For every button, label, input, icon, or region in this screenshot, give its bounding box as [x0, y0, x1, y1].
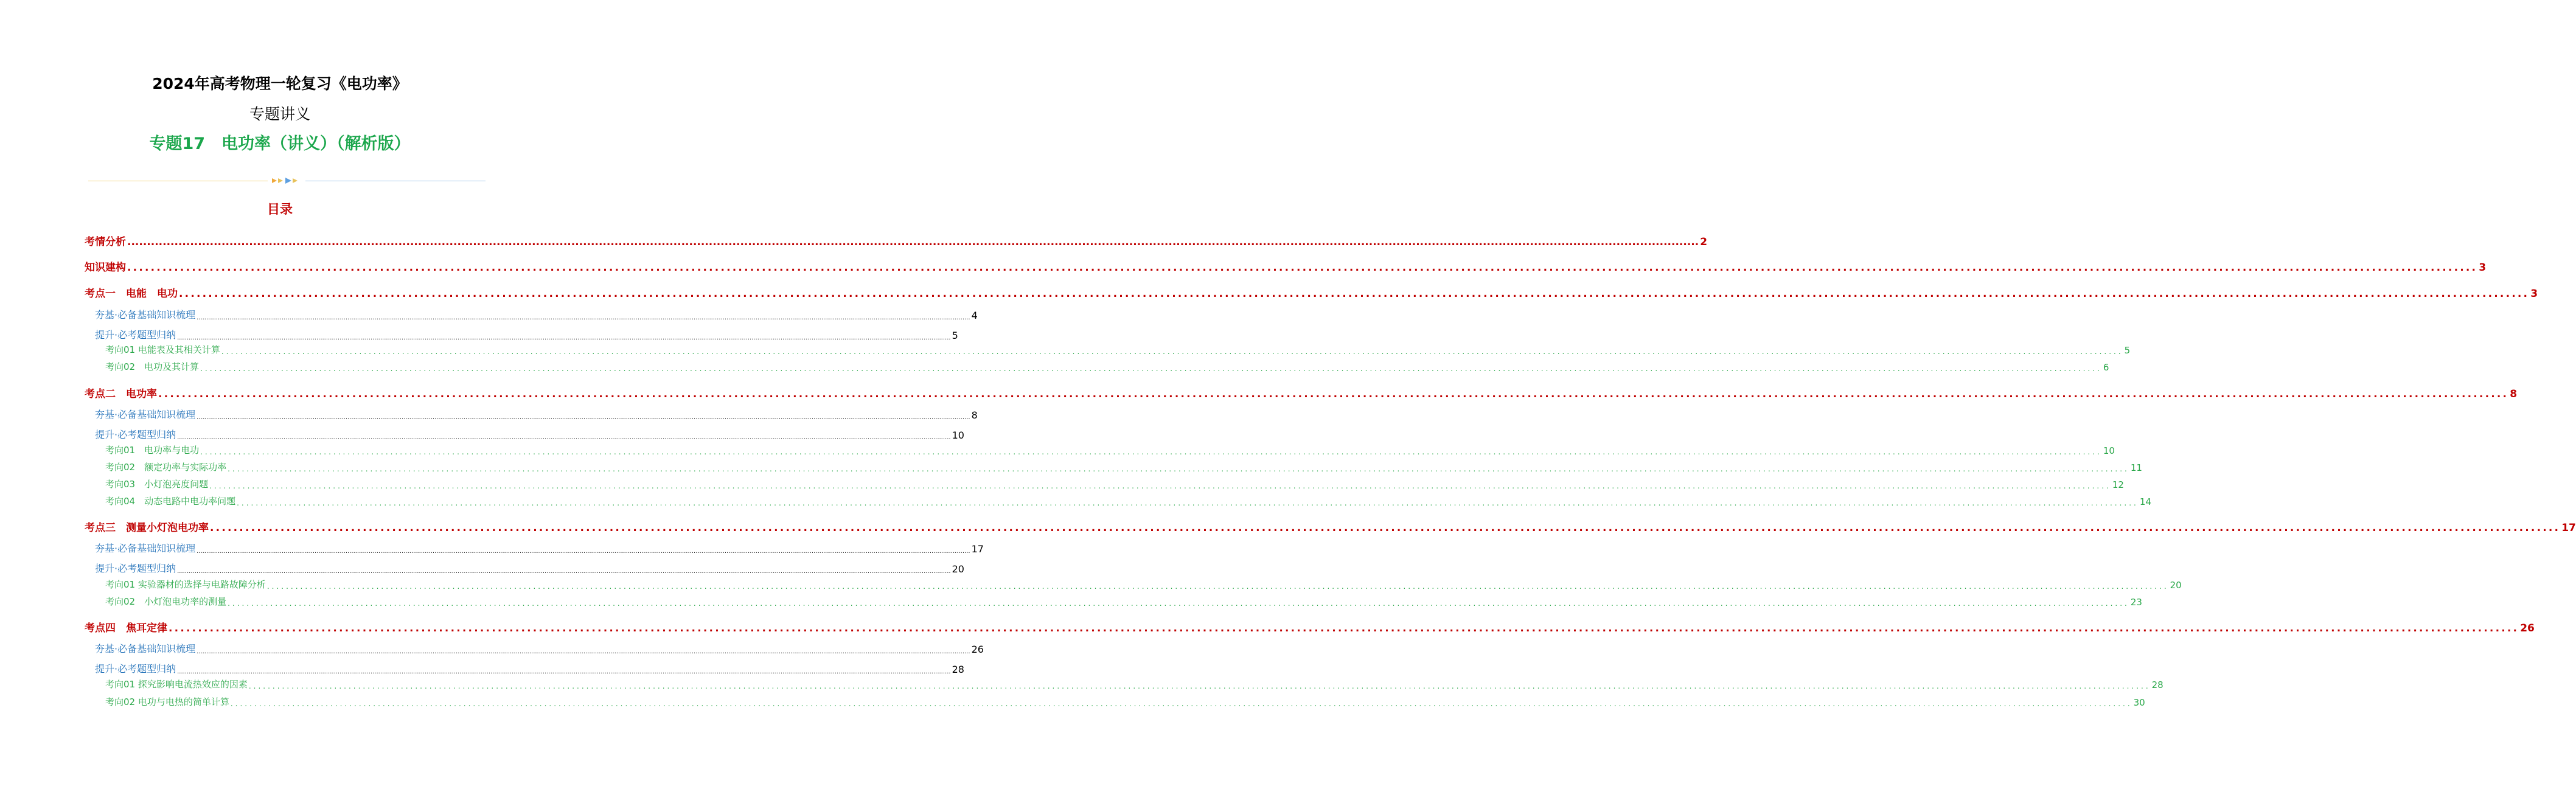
toc-leader-dots: ................................................................................................................................................................................................................................................................................................................................................................................................................	[228, 465, 2129, 473]
toc-leader-dots: ................................................................................................................................................................................................................................................................................................................................................................................................................	[127, 262, 2478, 274]
toc-entry-label: 夯基·必备基础知识梳理	[95, 309, 196, 321]
toc-leader-dots: ................................................................................................................................................................................................................................................................................................................................................................................................................	[221, 347, 2123, 356]
toc-page-number: 2	[1700, 236, 1708, 248]
toc-leader-dots: ................................................................................................................................................................................................................................................................................................................................................................................................................	[209, 482, 2111, 490]
toc-entry[interactable]	[105, 695, 2145, 708]
topic-title: 专题17 电功率（讲义）（解析版）	[149, 134, 411, 153]
toc-page-number: 20	[952, 563, 964, 575]
toc-entry-label: 提升·必考题型归纳	[95, 329, 176, 341]
toc-page-number: 8	[2510, 388, 2518, 400]
toc-entry[interactable]	[105, 343, 2131, 356]
toc-page-number: 5	[2124, 345, 2131, 356]
toc-entry-label: 考向04 动态电路中电功率问题	[105, 496, 236, 507]
toc-leader-dots: ................................................................................................................................................................................................................................................................................................................................................................................................................	[179, 288, 2530, 300]
toc-page-number: 28	[952, 664, 964, 675]
toc-page-number: 28	[2151, 679, 2163, 690]
toc-leader-dots: ................................................................................................................................................................................................................................................................................................................................................................................................................	[158, 388, 2509, 400]
toc-leader-dots: ................................................................................................................................................................................................................................................................................................................................................................................................................	[228, 599, 2129, 608]
toc-entry-label: 考向02 小灯泡电功率的测量	[105, 596, 227, 607]
toc-entry-label: 考向02 额定功率与实际功率	[105, 462, 227, 473]
toc-entry[interactable]	[105, 478, 2124, 490]
toc-entry[interactable]	[95, 662, 964, 675]
toc-page-number: 30	[2133, 697, 2145, 708]
toc-page-number: 20	[2170, 580, 2182, 591]
toc-entry[interactable]	[95, 308, 978, 321]
toc-leader-dots: ................................................................................................................................................................................................................................................................................................................................................................................................................	[197, 648, 970, 655]
toc-entry[interactable]	[105, 443, 2115, 456]
document-title: 2024年高考物理一轮复习《电功率》	[152, 75, 408, 92]
toc-entry-label: 夯基·必备基础知识梳理	[95, 543, 196, 554]
toc-leader-dots: ................................................................................................................................................................................................................................................................................................................................................................................................................	[197, 548, 970, 555]
toc-page-number: 10	[952, 429, 964, 441]
toc-entry-label: 考向01 电能表及其相关计算	[105, 344, 220, 355]
toc-page-number: 10	[2103, 445, 2115, 456]
toc-entry-label: 考点二 电功率	[85, 388, 157, 400]
toc-entry-label: 考向02 电功与电热的简单计算	[105, 696, 229, 707]
toc-entry[interactable]	[85, 621, 2535, 634]
toc-title: 目录	[267, 202, 293, 217]
toc-leader-dots: ................................................................................................................................................................................................................................................................................................................................................................................................................	[169, 622, 2519, 634]
divider-ornament-icon	[270, 176, 304, 185]
document-subtitle: 专题讲义	[249, 105, 310, 123]
toc-entry-label: 知识建构	[85, 262, 126, 274]
toc-leader-dots: ................................................................................................................................................................................................................................................................................................................................................................................................................	[177, 434, 951, 441]
toc-entry[interactable]	[85, 387, 2518, 400]
toc-entry-label: 考向01 探究影响电流热效应的因素	[105, 679, 248, 690]
toc-page-number: 17	[971, 543, 984, 555]
toc-page-number: 4	[971, 310, 978, 321]
toc-page-number: 14	[2139, 496, 2151, 507]
toc-entry[interactable]	[85, 235, 1708, 248]
toc-leader-dots: ................................................................................................................................................................................................................................................................................................................................................................................................................	[127, 236, 1699, 248]
toc-entry-label: 考向02 电功及其计算	[105, 361, 200, 372]
toc-entry-label: 提升·必考题型归纳	[95, 563, 176, 574]
toc-page-number: 17	[2561, 522, 2576, 534]
toc-entry[interactable]	[95, 428, 964, 441]
toc-leader-dots: ................................................................................................................................................................................................................................................................................................................................................................................................................	[177, 568, 951, 575]
toc-entry[interactable]	[105, 678, 2163, 690]
toc-entry-label: 提升·必考题型归纳	[95, 429, 176, 440]
toc-leader-dots: ................................................................................................................................................................................................................................................................................................................................................................................................................	[248, 682, 2151, 690]
toc-leader-dots: ................................................................................................................................................................................................................................................................................................................................................................................................................	[200, 448, 2102, 456]
toc-page-number: 23	[2130, 597, 2142, 608]
toc-leader-dots: ................................................................................................................................................................................................................................................................................................................................................................................................................	[177, 335, 951, 341]
toc-leader-dots: ................................................................................................................................................................................................................................................................................................................................................................................................................	[230, 700, 2132, 708]
toc-entry[interactable]	[95, 328, 958, 341]
toc-page-number: 3	[2530, 288, 2538, 300]
toc-entry-label: 提升·必考题型归纳	[95, 663, 176, 675]
toc-entry-label: 考点三 测量小灯泡电功率	[85, 522, 209, 534]
toc-entry-label: 夯基·必备基础知识梳理	[95, 643, 196, 655]
toc-entry-label: 考向03 小灯泡亮度问题	[105, 479, 209, 490]
toc-entry[interactable]	[85, 287, 2538, 300]
toc-leader-dots: ................................................................................................................................................................................................................................................................................................................................................................................................................	[266, 582, 2169, 591]
toc-entry[interactable]	[95, 408, 978, 421]
toc-entry[interactable]	[105, 495, 2151, 507]
toc-page-number: 8	[971, 409, 978, 421]
toc-entry[interactable]	[105, 460, 2142, 473]
toc-entry-label: 考情分析	[85, 236, 126, 248]
toc-page-number: 26	[2520, 622, 2535, 634]
toc-leader-dots: ................................................................................................................................................................................................................................................................................................................................................................................................................	[200, 364, 2102, 373]
toc-page-number: 5	[952, 330, 958, 341]
toc-entry-label: 考点一 电能 电功	[85, 288, 178, 300]
toc-entry[interactable]	[95, 642, 984, 655]
toc-leader-dots: ................................................................................................................................................................................................................................................................................................................................................................................................................	[210, 522, 2561, 534]
toc-leader-dots: ................................................................................................................................................................................................................................................................................................................................................................................................................	[177, 669, 951, 675]
toc-page-number: 12	[2112, 479, 2124, 490]
toc-entry-label: 夯基·必备基础知识梳理	[95, 409, 196, 420]
toc-entry[interactable]	[105, 595, 2142, 608]
toc-entry-label: 考向01 实验器材的选择与电路故障分析	[105, 579, 266, 590]
toc-page-number: 6	[2103, 362, 2109, 373]
toc-entry[interactable]	[85, 521, 2576, 534]
toc-leader-dots: ................................................................................................................................................................................................................................................................................................................................................................................................................	[197, 414, 970, 421]
toc-entry-label: 考向01 电功率与电功	[105, 445, 200, 456]
toc-page-number: 26	[971, 644, 984, 655]
toc-entry-label: 考点四 焦耳定律	[85, 622, 167, 634]
toc-leader-dots: ................................................................................................................................................................................................................................................................................................................................................................................................................	[237, 499, 2139, 507]
toc-entry[interactable]	[105, 578, 2182, 591]
toc-entry[interactable]	[85, 260, 2487, 274]
toc-entry[interactable]	[105, 360, 2109, 373]
toc-entry[interactable]	[95, 541, 984, 555]
toc-page-number: 11	[2130, 462, 2142, 473]
toc-leader-dots: ................................................................................................................................................................................................................................................................................................................................................................................................................	[197, 314, 970, 321]
toc-page-number: 3	[2479, 262, 2487, 274]
toc-entry[interactable]	[95, 561, 964, 575]
